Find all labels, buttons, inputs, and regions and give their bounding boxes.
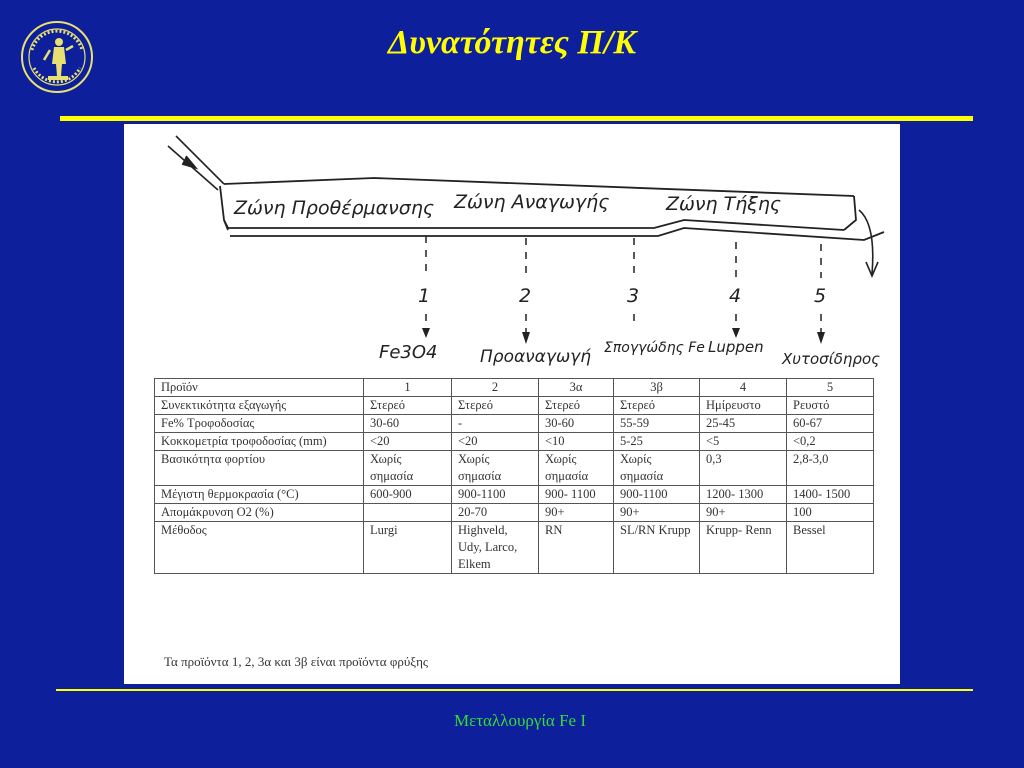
product-label: Luppen: [708, 338, 764, 356]
title-underline: [60, 116, 973, 121]
row-label: Κοκκομετρία τροφοδοσίας (mm): [155, 433, 364, 451]
feed-arrow: [168, 136, 224, 190]
table-cell: Στερεό: [364, 397, 452, 415]
table-header-cell: 5: [787, 379, 874, 397]
table-cell: 100: [787, 504, 874, 522]
point-number: 5: [814, 285, 827, 307]
table-cell: 90+: [700, 504, 787, 522]
row-label: Βασικότητα φορτίου: [155, 451, 364, 486]
footer-rule: [56, 689, 973, 691]
table-cell: 60-67: [787, 415, 874, 433]
table-cell: Χωρίς σημασία: [452, 451, 539, 486]
table-cell: 25-45: [700, 415, 787, 433]
zone-label-melting: Ζώνη Τήξης: [666, 193, 782, 215]
table-cell: 30-60: [364, 415, 452, 433]
scanned-figure: [124, 124, 900, 684]
table-cell: Lurgi: [364, 522, 452, 574]
table-cell: <20: [364, 433, 452, 451]
point-number: 4: [729, 285, 742, 307]
table-row: [155, 415, 874, 433]
table-cell: Ρευστό: [787, 397, 874, 415]
table-cell: 900-1100: [452, 486, 539, 504]
product-label: Προαναγωγή: [480, 347, 592, 367]
table-cell: 900-1100: [614, 486, 700, 504]
row-label: Απομάκρυνση O2 (%): [155, 504, 364, 522]
table-cell: Bessel: [787, 522, 874, 574]
row-label: Fe% Τροφοδοσίας: [155, 415, 364, 433]
table-cell: Ημίρευστο: [700, 397, 787, 415]
row-label: Μέθοδος: [155, 522, 364, 574]
table-cell: -: [452, 415, 539, 433]
table-cell: Χωρίς σημασία: [614, 451, 700, 486]
table-header-cell: 2: [452, 379, 539, 397]
table-cell: Krupp- Renn: [700, 522, 787, 574]
point-number: 3: [627, 285, 640, 307]
table-cell: 30-60: [539, 415, 614, 433]
table-cell: 20-70: [452, 504, 539, 522]
discharge-arrow: [859, 210, 878, 276]
table-footnote: Τα προϊόντα 1, 2, 3α και 3β είναι προϊόντα φρύξης: [164, 654, 429, 669]
table-cell: 5-25: [614, 433, 700, 451]
point-number: 1: [418, 285, 431, 307]
zone-label-reduction: Ζώνη Αναγωγής: [454, 191, 610, 213]
table-cell: 90+: [614, 504, 700, 522]
table-cell: 600-900: [364, 486, 452, 504]
table-cell: Στερεό: [539, 397, 614, 415]
zone-label-preheat: Ζώνη Προθέρμανσης: [234, 197, 435, 219]
table-cell: 1200- 1300: [700, 486, 787, 504]
table-cell: Highveld, Udy, Larco, Elkem: [452, 522, 539, 574]
product-label: Fe3O4: [379, 342, 438, 363]
table-cell: <20: [452, 433, 539, 451]
table-header-cell: 3β: [614, 379, 700, 397]
table-cell: 1400- 1500: [787, 486, 874, 504]
table-row: [155, 397, 874, 415]
table-cell: Χωρίς σημασία: [539, 451, 614, 486]
product-label: Χυτοσίδηρος: [782, 350, 880, 368]
process-comparison-table: [154, 378, 874, 574]
table-cell: RN: [539, 522, 614, 574]
row-label: Μέγιστη θερμοκρασία (°C): [155, 486, 364, 504]
table-cell: <0,2: [787, 433, 874, 451]
dashed-leaders: [426, 236, 821, 336]
table-cell: 900- 1100: [539, 486, 614, 504]
table-cell: <10: [539, 433, 614, 451]
footer-text: Μεταλλουργία Fe I: [453, 711, 587, 730]
table-header-cell: Προϊόν: [155, 379, 364, 397]
table-row: [155, 522, 874, 574]
table-cell: Στερεό: [452, 397, 539, 415]
table-header-cell: 3α: [539, 379, 614, 397]
table-cell: Χωρίς σημασία: [364, 451, 452, 486]
table-row: [155, 451, 874, 486]
table-row: [155, 504, 874, 522]
table-cell: 0,3: [700, 451, 787, 486]
product-label: Σπογγώδης Fe: [604, 340, 705, 356]
table-cell: 55-59: [614, 415, 700, 433]
point-number: 2: [519, 285, 532, 307]
table-cell: Στερεό: [614, 397, 700, 415]
table-cell: [364, 504, 452, 522]
table-header-row: [155, 379, 874, 397]
table-header-cell: 1: [364, 379, 452, 397]
slide-title: Δυνατότητες Π/Κ: [387, 24, 636, 61]
table-header-cell: 4: [700, 379, 787, 397]
table-row: [155, 486, 874, 504]
table-cell: SL/RN Krupp: [614, 522, 700, 574]
rotary-kiln-diagram: [124, 124, 900, 374]
row-label: Συνεκτικότητα εξαγωγής: [155, 397, 364, 415]
table-cell: 2,8-3,0: [787, 451, 874, 486]
table-row: [155, 433, 874, 451]
table-cell: <5: [700, 433, 787, 451]
table-cell: 90+: [539, 504, 614, 522]
